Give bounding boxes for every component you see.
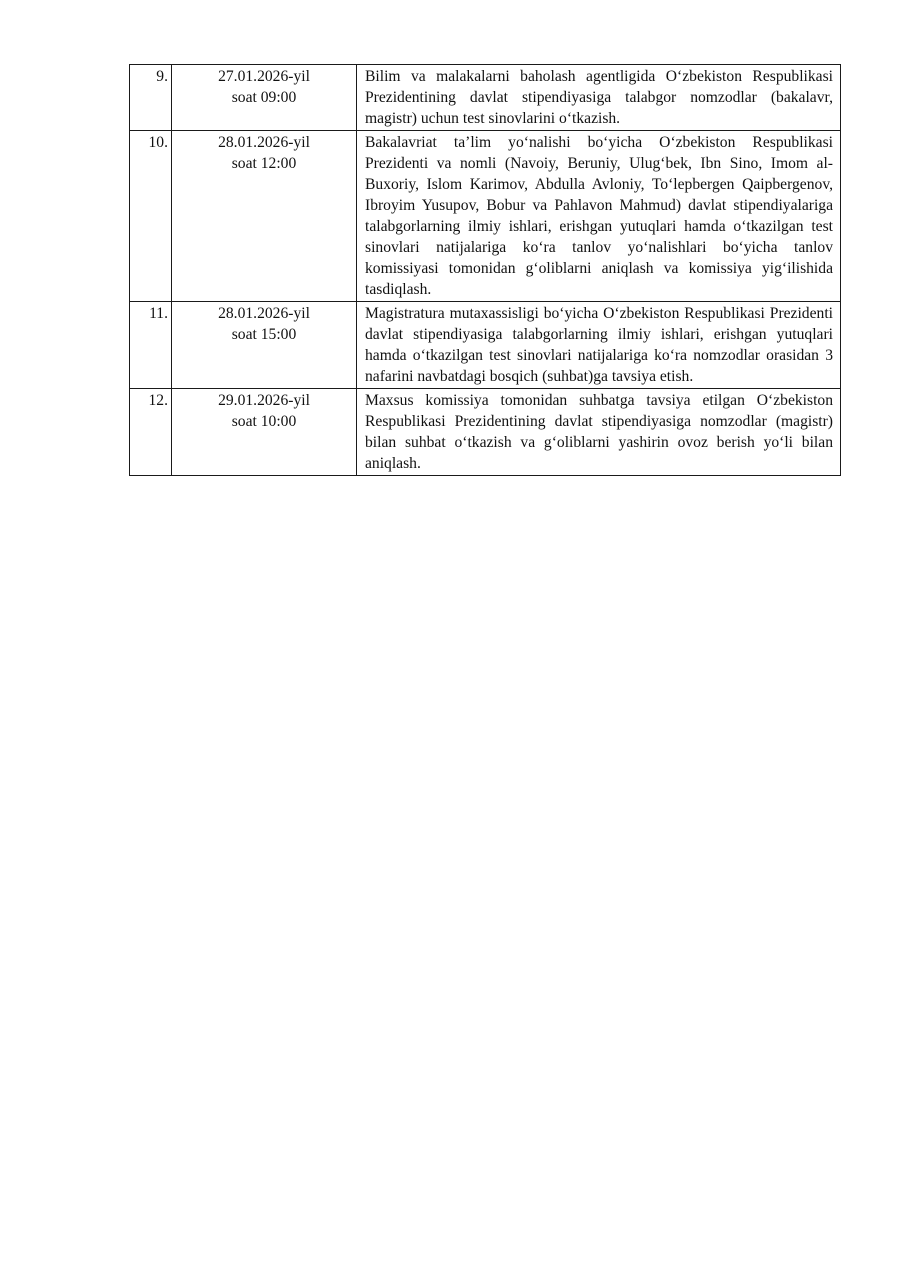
- table-row: [130, 65, 841, 131]
- event-date: 28.01.2026-yil: [218, 134, 310, 151]
- event-description: Magistratura mutaxassisligi bo‘yicha O‘zbekiston Respublikasi Prezidenti davlat stipendiyasiga talabgorlarning ilmiy ishlari, erishgan yutuqlari hamda o‘tkazilgan test sinovlari natijalariga ko‘ra nomzodlar orasidan 3 nafarini navbatdagi bosqich (suhbat)ga tavsiya etish.: [357, 302, 841, 389]
- event-time: soat 09:00: [231, 89, 297, 106]
- date-cell: [172, 302, 357, 389]
- date-cell: [172, 131, 357, 302]
- event-time: soat 12:00: [231, 155, 297, 172]
- event-time: soat 10:00: [231, 413, 297, 430]
- table-row: [130, 302, 841, 389]
- event-date: 29.01.2026-yil: [218, 392, 310, 409]
- row-number: 9.: [130, 65, 172, 131]
- date-cell: [172, 389, 357, 476]
- table-row: [130, 131, 841, 302]
- schedule-table: [129, 64, 841, 476]
- event-time: soat 15:00: [231, 326, 297, 343]
- row-number: 12.: [130, 389, 172, 476]
- row-number: 10.: [130, 131, 172, 302]
- event-description: Maxsus komissiya tomonidan suhbatga tavsiya etilgan O‘zbekiston Respublikasi Prezidentining davlat stipendiyasiga nomzodlar (magistr) bilan suhbat o‘tkazish va g‘oliblarni yashirin ovoz berish yo‘li bilan aniqlash.: [357, 389, 841, 476]
- event-description: Bakalavriat ta’lim yo‘nalishi bo‘yicha O‘zbekiston Respublikasi Prezidenti va nomli (Navoiy, Beruniy, Ulug‘bek, Ibn Sino, Imom al-Buxoriy, Islom Karimov, Abdulla Avloniy, To‘lepbergen Qaipbergenov, Ibroyim Yusupov, Bobur va Pahlavon Mahmud) davlat stipendiyalariga talabgorlarning ilmiy ishlari, erishgan yutuqlari hamda o‘tkazilgan test sinovlari natijalariga ko‘ra tanlov yo‘nalishlari bo‘yicha tanlov komissiyasi tomonidan g‘oliblarni aniqlash va komissiya yig‘ilishida tasdiqlash.: [357, 131, 841, 302]
- event-date: 27.01.2026-yil: [218, 68, 310, 85]
- table-row: [130, 389, 841, 476]
- event-description: Bilim va malakalarni baholash agentligida O‘zbekiston Respublikasi Prezidentining davlat stipendiyasiga talabgor nomzodlar (bakalavr, magistr) uchun test sinovlarini o‘tkazish.: [357, 65, 841, 131]
- event-date: 28.01.2026-yil: [218, 305, 310, 322]
- date-cell: [172, 65, 357, 131]
- row-number: 11.: [130, 302, 172, 389]
